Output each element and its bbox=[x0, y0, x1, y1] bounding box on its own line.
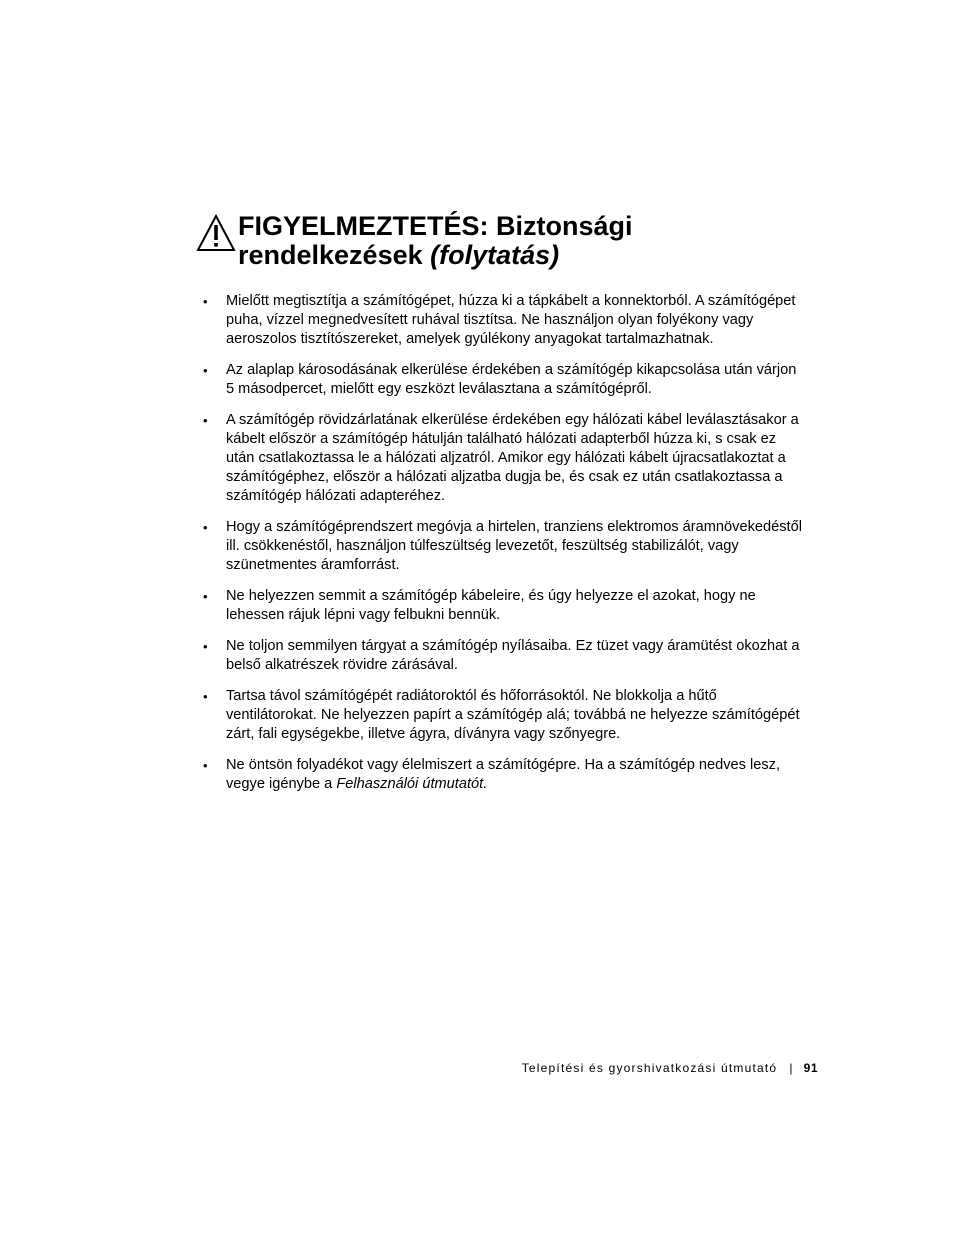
bullet-text: Mielőtt megtisztítja a számítógépet, húzza ki a tápkábelt a konnektorból. A számítógépet puha, vízzel megnedvesített ruhával tisztítsa. Ne használjon olyan folyékony vagy aeroszolos tisztítószereket, amelyek gyúlékony anyagokat tartalmazhatnak. bbox=[226, 293, 796, 347]
bullet-icon: • bbox=[203, 413, 208, 428]
bullet-text: A számítógép rövidzárlatának elkerülése érdekében egy hálózati kábel leválasztásakor a kábelt először a számítógép hátulján található hálózati adapterből húzza ki, s csak ez után csatlakoztassa le a hálózati aljzatról. Amikor egy hálózati kábelt újracsatlakoztat a számítógéphez, először a hálózati aljzatba dugja be, és csak ez után csatlakoztassa a számítógép hálózati adapteréhez. bbox=[226, 412, 799, 504]
bullet-text: Ne öntsön folyadékot vagy élelmiszert a számítógépre. Ha a számítógép nedves lesz, vegye igénybe a bbox=[226, 757, 781, 792]
bullet-text: Hogy a számítógéprendszert megóvja a hirtelen, tranziens elektromos áramnövekedéstől ill. csökkenéstől, használjon túlfeszültség levezetőt, feszültség stabilizálót, vagy szünetmentes áramforrást. bbox=[226, 519, 802, 573]
bullet-text: Tartsa távol számítógépét radiátoroktól és hőforrásoktól. Ne blokkolja a hűtő ventilátorokat. Ne helyezzen papírt a számítógép alá; továbbá ne helyezze számítógépét zárt, fali egységekbe, illetve ágyra, díványra vagy szőnyegre. bbox=[226, 688, 800, 742]
bullet-icon: • bbox=[203, 294, 208, 309]
list-item bbox=[203, 518, 803, 575]
bullet-icon: • bbox=[203, 363, 208, 378]
warning-triangle-icon bbox=[196, 214, 236, 252]
heading-continued: (folytatás) bbox=[430, 240, 560, 270]
list-item bbox=[203, 411, 803, 506]
bullet-icon: • bbox=[203, 589, 208, 604]
guide-reference: Felhasználói útmutatót. bbox=[336, 776, 488, 792]
bullet-text: Ne toljon semmilyen tárgyat a számítógép nyílásaiba. Ez tüzet vagy áramütést okozhat a belső alkatrészek rövidre zárásával. bbox=[226, 638, 800, 673]
bullet-text: Az alaplap károsodásának elkerülése érdekében a számítógép kikapcsolása után várjon 5 másodpercet, mielőtt egy eszközt leválasztana a számítógépről. bbox=[226, 362, 797, 397]
footer-separator: | bbox=[789, 1061, 794, 1075]
heading-prefix: FIGYELMEZTETÉS: Biztonsági rendelkezések bbox=[238, 211, 633, 270]
bullet-text: Ne helyezzen semmit a számítógép kábeleire, és úgy helyezze el azokat, hogy ne lehessen rájuk lépni vagy felbukni bennük. bbox=[226, 588, 756, 623]
bullet-icon: • bbox=[203, 639, 208, 654]
list-item bbox=[203, 756, 803, 794]
bullet-icon: • bbox=[203, 689, 208, 704]
list-item bbox=[203, 637, 803, 675]
list-item bbox=[203, 687, 803, 744]
section-heading bbox=[196, 212, 816, 270]
page-number: 91 bbox=[803, 1061, 818, 1075]
page-footer bbox=[522, 1061, 818, 1075]
bullet-icon: • bbox=[203, 520, 208, 535]
safety-bullet-list bbox=[203, 292, 803, 806]
page-title bbox=[196, 212, 816, 270]
list-item bbox=[203, 361, 803, 399]
footer-guide-title: Telepítési és gyorshivatkozási útmutató bbox=[521, 1061, 778, 1075]
list-item bbox=[203, 587, 803, 625]
list-item bbox=[203, 292, 803, 349]
bullet-icon: • bbox=[203, 758, 208, 773]
